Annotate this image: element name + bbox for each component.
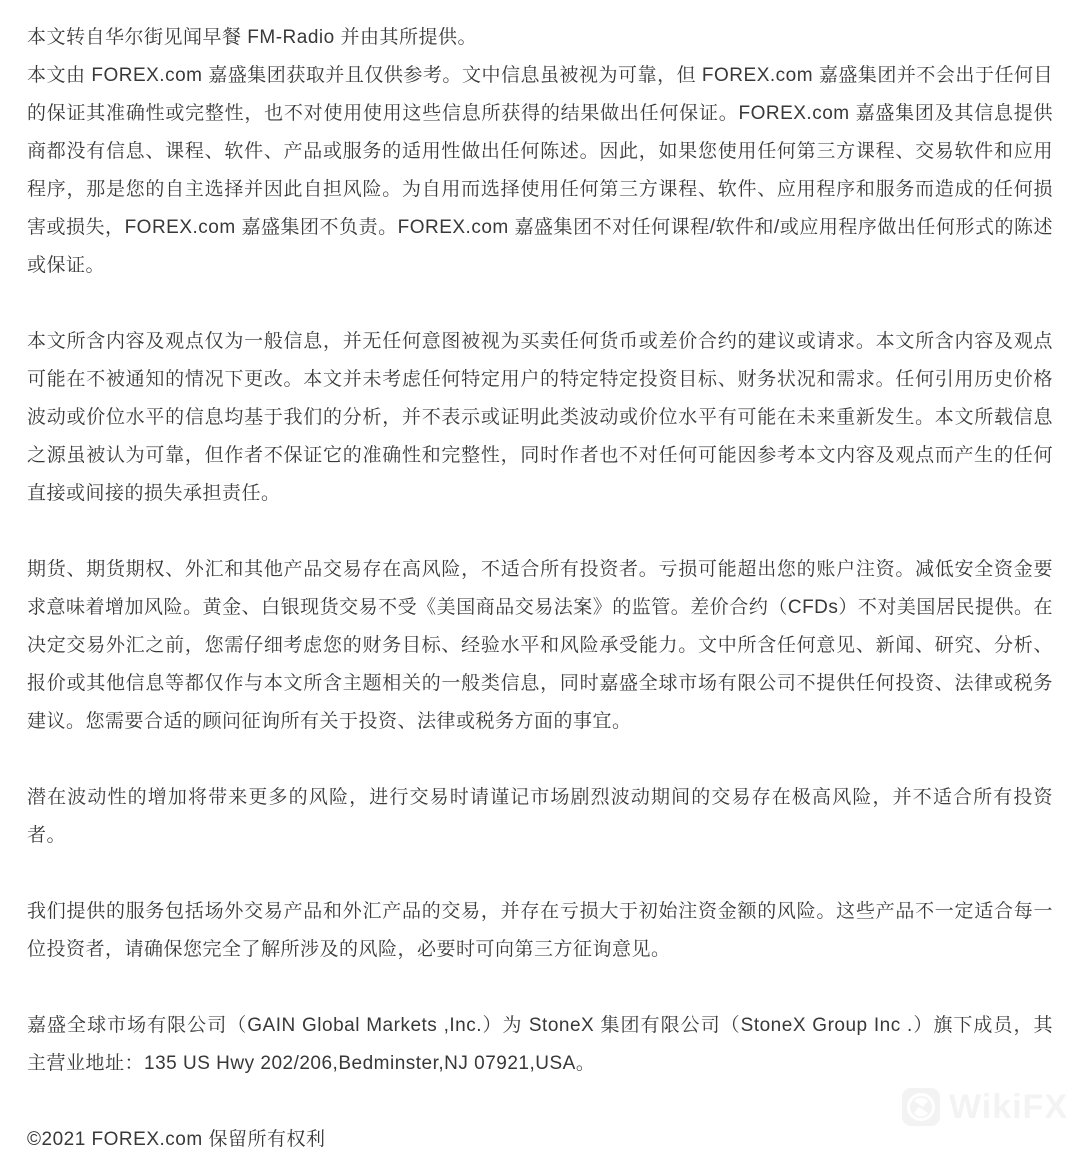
wikifx-watermark [901, 1087, 1068, 1127]
copyright-notice: ©2021 FOREX.com 保留所有权利 [27, 1129, 326, 1150]
risk-warning-paragraph: 期货、期货期权、外汇和其他产品交易存在高风险，不适合所有投资者。亏损可能超出您的账户注资。减低安全资金要求意味着增加风险。黄金、白银现货交易不受《美国商品交易法案》的监管。差价合约（CFDs）不对美国居民提供。在决定交易外汇之前，您需仔细考虑您的财务目标、经验水平和风险承受能力。文中所含任何意见、新闻、研究、分析、报价或其他信息等都仅作与本文所含主题相关的一般类信息，同时嘉盛全球市场有限公司不提供任何投资、法律或税务建议。您需要合适的顾问征询所有关于投资、法律或税务方面的事宜。 [27, 559, 1053, 732]
services-risk-paragraph: 我们提供的服务包括场外交易产品和外汇产品的交易，并存在亏损大于初始注资金额的风险。这些产品不一定适合每一位投资者，请确保您完全了解所涉及的风险，必要时可向第三方征询意见。 [27, 901, 1053, 960]
company-address-paragraph: 嘉盛全球市场有限公司（GAIN Global Markets ,Inc.）为 StoneX 集团有限公司（StoneX Group Inc .）旗下成员，其主营业地址：135 US Hwy 202/206,Bedminster,NJ 07921,USA。 [27, 1015, 1053, 1074]
disclaimer-paragraph-1: 本文由 FOREX.com 嘉盛集团获取并且仅供参考。文中信息虽被视为可靠，但 FOREX.com 嘉盛集团并不会出于任何目的保证其准确性或完整性，也不对使用使用这些信息所获得的结果做出任何保证。FOREX.com 嘉盛集团及其信息提供商都没有信息、课程、软件、产品或服务的适用性做出任何陈述。因此，如果您使用任何第三方课程、交易软件和应用程序，那是您的自主选择并因此自担风险。为自用而选择使用任何第三方课程、软件、应用程序和服务而造成的任何损害或损失，FOREX.com 嘉盛集团不负责。FOREX.com 嘉盛集团不对任何课程/软件和/或应用程序做出任何形式的陈述或保证。 [27, 65, 1053, 276]
wikifx-logo-icon [901, 1087, 941, 1127]
wikifx-watermark-label: WikiFX [948, 1088, 1068, 1126]
volatility-warning-paragraph: 潜在波动性的增加将带来更多的风险，进行交易时请谨记市场剧烈波动期间的交易存在极高风险，并不适合所有投资者。 [27, 787, 1053, 846]
disclaimer-paragraph-2: 本文所含内容及观点仅为一般信息，并无任何意图被视为买卖任何货币或差价合约的建议或请求。本文所含内容及观点可能在不被通知的情况下更改。本文并未考虑任何特定用户的特定特定投资目标、财务状况和需求。任何引用历史价格波动或价位水平的信息均基于我们的分析，并不表示或证明此类波动或价位水平有可能在未来重新发生。本文所载信息之源虽被认为可靠，但作者不保证它的准确性和完整性，同时作者也不对任何可能因参考本文内容及观点而产生的任何直接或间接的损失承担责任。 [27, 331, 1053, 504]
source-attribution-paragraph: 本文转自华尔街见闻早餐 FM-Radio 并由其所提供。 [27, 27, 477, 48]
